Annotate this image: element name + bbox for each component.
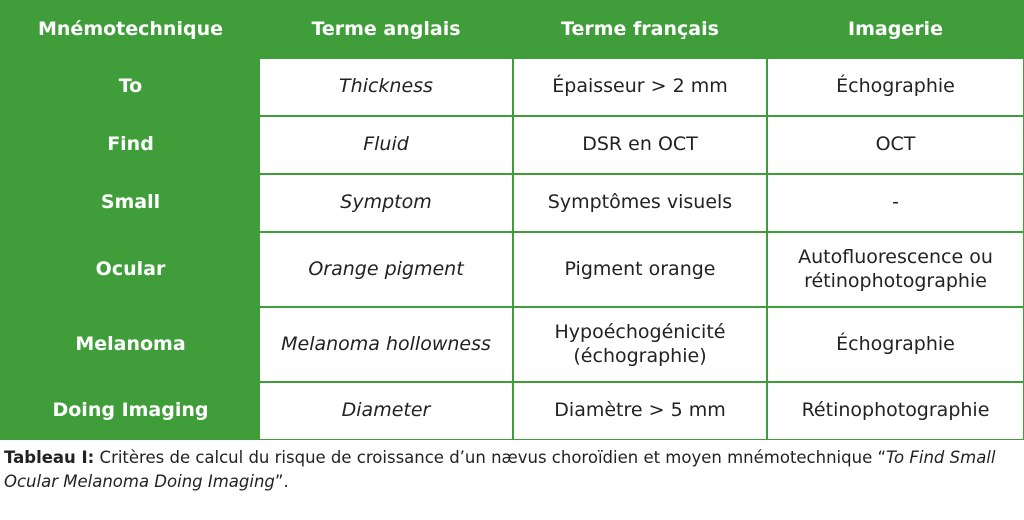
cell-english-term: Diameter <box>260 383 512 439</box>
header-mnemonic: Mnémotechnique <box>3 3 258 57</box>
cell-english-term: Thickness <box>260 59 512 115</box>
cell-english-term: Orange pigment <box>260 233 512 306</box>
cell-french-term: Diamètre > 5 mm <box>514 383 766 439</box>
cell-english-term: Melanoma hollowness <box>260 308 512 381</box>
cell-imaging: - <box>768 175 1023 231</box>
cell-french-term: Symptômes visuels <box>514 175 766 231</box>
cell-english-term: Symptom <box>260 175 512 231</box>
cell-french-term: Épaisseur > 2 mm <box>514 59 766 115</box>
header-french-term: Terme français <box>514 3 766 57</box>
cell-imaging: Échographie <box>768 59 1023 115</box>
header-english-term: Terme anglais <box>260 3 512 57</box>
header-imaging: Imagerie <box>768 3 1023 57</box>
caption-mnemonic-phrase: To Find Small Ocular Melanoma Doing Imaging <box>4 448 996 491</box>
caption-label: Tableau I: <box>4 448 95 467</box>
table-row <box>3 233 1023 306</box>
table-row <box>3 175 1023 231</box>
caption-end: ”. <box>274 471 289 491</box>
cell-mnemonic: Melanoma <box>3 308 258 381</box>
table-row <box>3 383 1023 439</box>
cell-imaging: Autofluorescence ou rétinophotographie <box>768 233 1023 306</box>
cell-french-term: DSR en OCT <box>514 117 766 173</box>
caption-text: Critères de calcul du risque de croissance d’un nævus choroïdien et moyen mnémotechnique “ <box>94 448 887 467</box>
cell-mnemonic: Ocular <box>3 233 258 306</box>
table-row <box>3 59 1023 115</box>
cell-mnemonic: Find <box>3 117 258 173</box>
cell-mnemonic: Small <box>3 175 258 231</box>
cell-english-term: Fluid <box>260 117 512 173</box>
criteria-table <box>1 1 1024 441</box>
cell-french-term: Hypoéchogénicité (échographie) <box>514 308 766 381</box>
cell-imaging: Rétinophotographie <box>768 383 1023 439</box>
cell-mnemonic: To <box>3 59 258 115</box>
cell-imaging: OCT <box>768 117 1023 173</box>
table-caption <box>4 446 1018 494</box>
table-header <box>3 3 1023 57</box>
header-row <box>3 3 1023 57</box>
cell-french-term: Pigment orange <box>514 233 766 306</box>
table-row <box>3 117 1023 173</box>
table-row <box>3 308 1023 381</box>
cell-mnemonic: Doing Imaging <box>3 383 258 439</box>
cell-imaging: Échographie <box>768 308 1023 381</box>
table-body <box>3 59 1023 439</box>
